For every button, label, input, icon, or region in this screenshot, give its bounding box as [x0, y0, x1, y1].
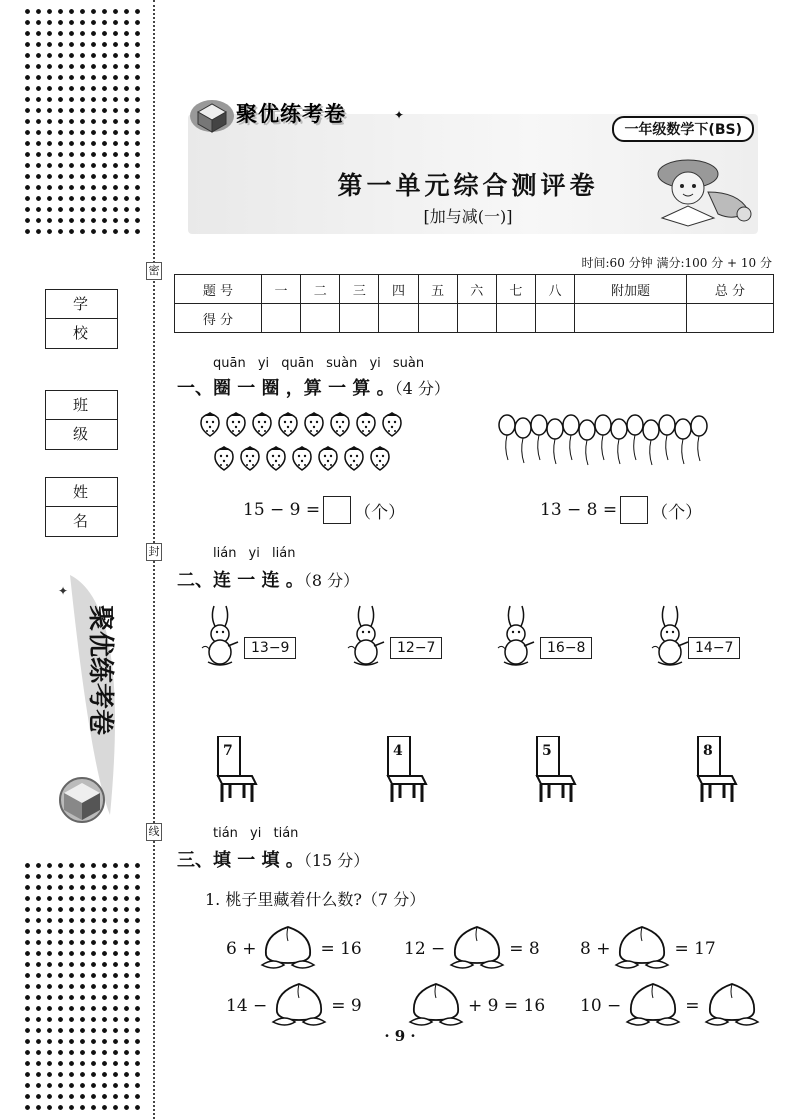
eq2-unit: （个） — [651, 502, 703, 523]
fold-mark-xian: 线 — [146, 823, 162, 841]
score-cell[interactable] — [535, 304, 574, 333]
score-cell[interactable] — [301, 304, 340, 333]
section2-title — [177, 566, 359, 592]
chair-number: 4 — [393, 743, 403, 759]
side-brand-text: 聚优练考卷 — [85, 605, 115, 736]
cube-logo-icon — [188, 94, 236, 138]
peach-eq-suffix: = — [685, 996, 700, 1016]
peach-eq-prefix: 10 − — [580, 996, 622, 1016]
school-field — [45, 289, 118, 349]
score-cell[interactable] — [457, 304, 496, 333]
grade-badge: 一年级数学下(BS) — [612, 116, 754, 142]
answer-box[interactable] — [620, 496, 648, 524]
expression-card[interactable]: 16−8 — [540, 637, 592, 659]
score-cell[interactable] — [340, 304, 379, 333]
expression-card[interactable]: 13−9 — [244, 637, 296, 659]
peach-eq-suffix: + 9 = 16 — [468, 996, 546, 1016]
peach-equation — [226, 925, 362, 973]
rabbit-icon — [346, 604, 390, 670]
section1-title — [177, 374, 450, 400]
score-cell[interactable] — [686, 304, 773, 333]
score-header-cell: 附加题 — [575, 275, 687, 304]
score-cell[interactable] — [379, 304, 418, 333]
score-header-cell: 四 — [379, 275, 418, 304]
section3-title — [177, 846, 369, 872]
svg-text:✦: ✦ — [58, 584, 69, 598]
page-subtitle: [加与减(一)] — [423, 207, 513, 226]
peach-eq-prefix: 6 + — [226, 939, 257, 959]
score-cell[interactable] — [575, 304, 687, 333]
question-3-1: 1. 桃子里藏着什么数?（7 分） — [205, 890, 426, 909]
score-header-cell: 题 号 — [175, 275, 262, 304]
peach-blank-icon[interactable] — [406, 982, 466, 1030]
time-and-score-info: 时间:60 分钟 满分:100 分 + 10 分 — [581, 256, 772, 270]
peach-blank-icon[interactable] — [623, 982, 683, 1030]
score-header-cell: 三 — [340, 275, 379, 304]
eq1-left: 15 − 9 = — [243, 500, 321, 520]
balloons-image — [498, 414, 718, 472]
peach-blank-icon[interactable] — [702, 982, 762, 1030]
peach-eq-suffix: = 8 — [509, 939, 540, 959]
reading-girl-illustration — [648, 152, 756, 232]
section3-pinyin: tián yi tián — [213, 826, 299, 841]
page-number: · 9 · — [384, 1027, 416, 1045]
peach-blank-icon[interactable] — [258, 925, 318, 973]
section2-pinyin: lián yi lián — [213, 546, 296, 561]
score-header-cell: 六 — [457, 275, 496, 304]
section2-points: （8 分） — [303, 571, 360, 590]
section3-title-text: 三、填 一 填 。 — [177, 850, 304, 871]
fold-mark-mi: 密 — [146, 262, 162, 280]
peach-blank-icon[interactable] — [269, 982, 329, 1030]
section1-equation-2 — [540, 496, 702, 524]
score-header-cell: 八 — [535, 275, 574, 304]
name-label: 姓 名 — [46, 478, 117, 507]
decorative-dot-pattern-bottom — [22, 860, 140, 1115]
score-table-header-row — [175, 275, 774, 304]
section2-title-text: 二、连 一 连 。 — [177, 570, 304, 591]
strawberries-image — [200, 412, 420, 474]
rabbit-icon — [200, 604, 244, 670]
score-table — [174, 274, 774, 333]
chair-icon[interactable] — [384, 736, 430, 806]
section3-points: （15 分） — [303, 851, 370, 870]
peach-equation — [580, 982, 764, 1030]
answer-box[interactable] — [323, 496, 351, 524]
class-field — [45, 390, 118, 450]
score-header-cell: 二 — [301, 275, 340, 304]
eq2-left: 13 − 8 = — [540, 500, 618, 520]
score-header-cell: 七 — [496, 275, 535, 304]
peach-eq-prefix: 12 − — [404, 939, 446, 959]
score-header-cell: 一 — [261, 275, 300, 304]
section1-points: （4 分） — [394, 379, 450, 398]
peach-equation — [404, 925, 540, 973]
score-header-cell: 总 分 — [686, 275, 773, 304]
peach-eq-suffix: = 16 — [320, 939, 362, 959]
peach-eq-prefix: 8 + — [580, 939, 611, 959]
expression-card[interactable]: 14−7 — [688, 637, 740, 659]
expression-card[interactable]: 12−7 — [390, 637, 442, 659]
score-row-label: 得 分 — [175, 304, 262, 333]
section1-pinyin: quān yi quān suàn yi suàn — [213, 356, 425, 371]
peach-blank-icon[interactable] — [447, 925, 507, 973]
chair-number: 8 — [703, 743, 713, 759]
peach-blank-icon[interactable] — [612, 925, 672, 973]
sparkle-icon: ✦ — [394, 108, 405, 122]
chair-icon[interactable] — [694, 736, 740, 806]
eq1-unit: （个） — [354, 502, 406, 523]
section1-equation-1 — [243, 496, 405, 524]
peach-equation — [226, 982, 362, 1030]
score-table-score-row — [175, 304, 774, 333]
rabbit-icon — [496, 604, 540, 670]
peach-eq-prefix: 14 − — [226, 996, 268, 1016]
peach-eq-suffix: = 9 — [331, 996, 362, 1016]
decorative-dot-pattern-top — [22, 6, 140, 238]
brand-title: 聚优练考卷 — [236, 102, 346, 126]
chair-icon[interactable] — [214, 736, 260, 806]
peach-eq-suffix: = 17 — [674, 939, 716, 959]
score-header-cell: 五 — [418, 275, 457, 304]
name-field — [45, 477, 118, 537]
section1-title-text: 一、圈 一 圈 ，算 一 算 。 — [177, 378, 395, 399]
page-title: 第一单元综合测评卷 — [337, 171, 599, 200]
peach-equation — [404, 982, 545, 1030]
fold-mark-feng: 封 — [146, 543, 162, 561]
class-label: 班 级 — [46, 391, 117, 420]
header-banner — [188, 94, 758, 234]
chair-number: 5 — [542, 743, 552, 759]
score-cell[interactable] — [418, 304, 457, 333]
score-cell[interactable] — [496, 304, 535, 333]
chair-icon[interactable] — [533, 736, 579, 806]
score-cell[interactable] — [261, 304, 300, 333]
peach-equation — [580, 925, 716, 973]
school-label: 学 校 — [46, 290, 117, 319]
chair-number: 7 — [223, 743, 233, 759]
side-brand-logo — [30, 565, 140, 835]
